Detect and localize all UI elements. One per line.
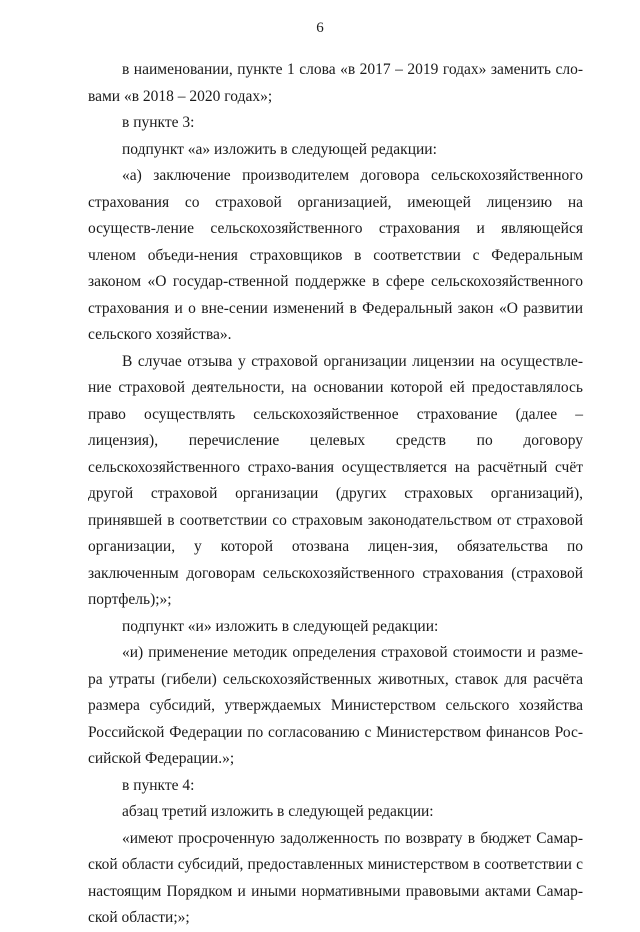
document-body [88,57,583,932]
paragraph-third-abzac-text: «имеют просроченную задолженность по возврату в бюджет Самар-ской области субсидий, предоставленных министерством в соответствии с настоящим Порядком и иными нормативными правовыми актами Самар-ской области;»; [88,829,583,926]
paragraph-third-abzac-intro: абзац третий изложить в следующей редакции: [122,803,434,820]
paragraph-subpoint-i-intro: подпункт «и» изложить в следующей редакции: [122,617,439,635]
paragraph-subpoint-i-text: «и) применение методик определения страховой стоимости и разме-ра утраты (гибели) сельскохозяйственных животных, ставок для расчёта размера субсидий, утверждаемых Министерством сельского хозяйства Российской Федерации по согласованию с Министерством финансов Рос-сийской Федерации.»; [88,644,583,767]
paragraph-point-4-heading: в пункте 4: [122,776,195,794]
paragraph-license-revocation: В случае отзыва у страховой организации лицензии на осуществле-ние страховой деятельности, на основании которой ей предоставлялось право осуществлять сельскохозяйственное страхование (далее – лицензия), перечисление целевых средств по договору сельскохозяйственного страхо-вания осуществляется на расчётный счёт другой страховой организации (других страховых организаций), принявшей в соответствии со страховым законодательством от страховой организации, у которой отозвана лицен-зия, обязательства по заключенным договорам сельскохозяйственного страхования (страховой портфель);»; [88,352,583,608]
paragraph-subpoint-a-intro: подпункт «а» изложить в следующей редакции: [122,140,437,158]
paragraph-title-change: в наименовании, пункте 1 слова «в 2017 – 2019 годах» заменить сло-вами «в 2018 – 2020 годах»; [88,61,583,105]
paragraph-point-3-heading: в пункте 3: [122,114,195,131]
paragraph-subpoint-a-text: «а) заключение производителем договора сельскохозяйственного страхования со страховой организацией, имеющей лицензию на осуществ-ление сельскохозяйственного страхования и являющейся членом объеди-нения страховщиков в соответствии с Федеральным законом «О государ-ственной поддержке в сфере сельскохозяйственного страхования и о вне-сении изменений в Федеральный закон «О развитии сельского хозяйства». [88,167,583,343]
page-number: 6 [316,20,324,36]
